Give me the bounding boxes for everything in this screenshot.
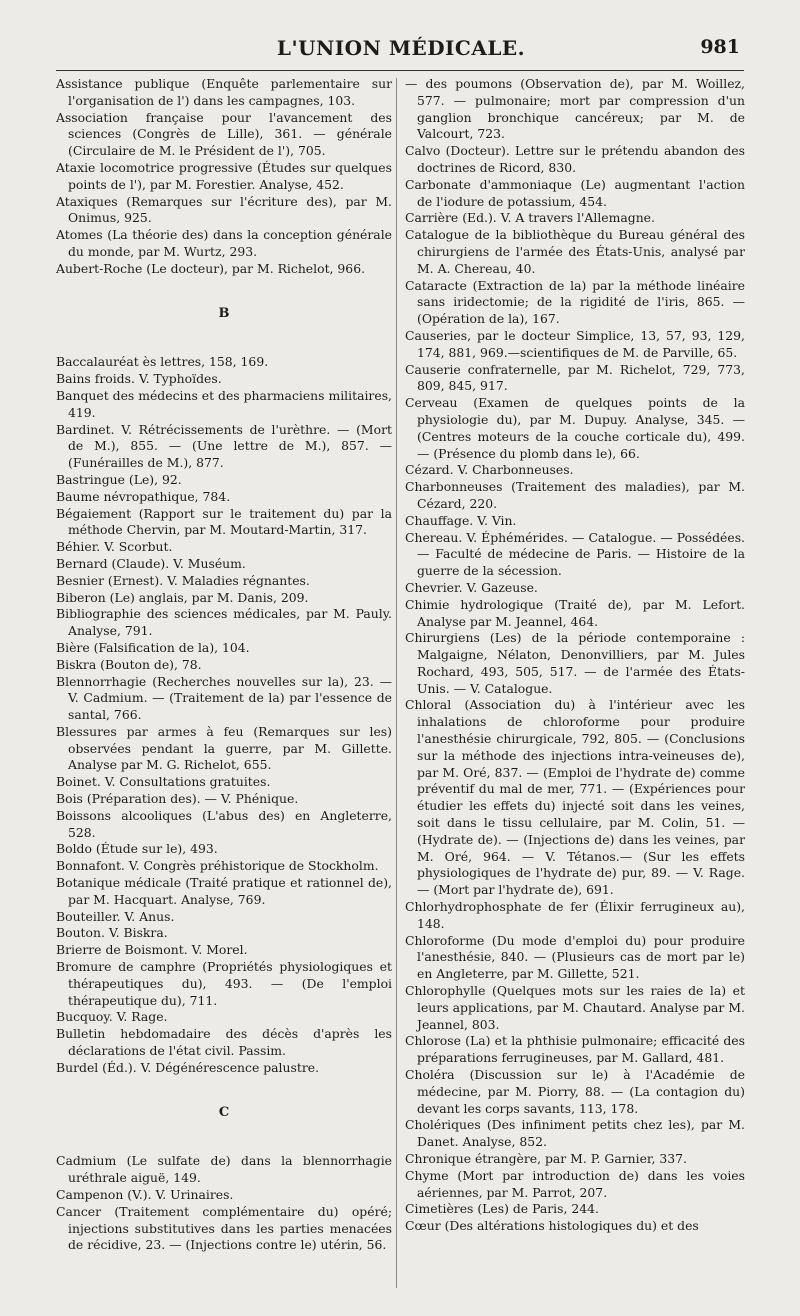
index-entry: Bois (Préparation des). — V. Phénique. [56, 791, 299, 807]
index-entry: Bains froids. V. Typhoïdes. [56, 371, 222, 387]
index-entry: Chimie hydrologique (Traité de), par M. Lefort. Analyse par M. Jeannel, 464. [405, 596, 745, 629]
index-entry: — des poumons (Observation de), par M. Woillez, 577. — pulmonaire; mort par compression d'un ganglion bronchique cancéreux; par M. de Valcourt, 723. [405, 76, 745, 142]
index-entry: Bouton. V. Biskra. [56, 925, 168, 941]
index-entry: Assistance publique (Enquête parlementaire sur l'organisation de l') dans les campagnes, 103. [56, 76, 392, 108]
index-entry: Baccalauréat ès lettres, 158, 169. [56, 354, 269, 370]
index-entry: Chirurgiens (Les) de la période contemporaine : Malgaigne, Nélaton, Denonvilliers, par M. Jules Rochard, 493, 505, 517. — de l'armée des États-Unis. — V. Catalogue. [405, 630, 745, 696]
header-rule [56, 70, 744, 71]
index-entry: Ataxie locomotrice progressive (Études sur quelques points de l'), par M. Forestier. Analyse, 452. [56, 159, 392, 192]
index-entry: Chlorophylle (Quelques mots sur les raies de la) et leurs applications, par M. Chautard. Analyse par M. Jeannel, 803. [405, 983, 745, 1032]
index-entry: Bégaiement (Rapport sur le traitement du) par la méthode Chervin, par M. Moutard-Martin, 317. [56, 505, 392, 538]
section-letter-c: C [218, 1104, 230, 1120]
entries-right [405, 76, 745, 1235]
index-entry: Chronique étrangère, par M. P. Garnier, 337. [405, 1151, 687, 1166]
index-entry: Cadmium (Le sulfate de) dans la blennorrhagie uréthrale aiguë, 149. [56, 1153, 392, 1186]
index-entry: Carbonate d'ammoniaque (Le) augmentant l'action de l'iodure de potassium, 454. [405, 176, 745, 209]
index-entry: Atomes (La théorie des) dans la conception générale du monde, par M. Wurtz, 293. [56, 227, 392, 259]
index-entry: Causerie confraternelle, par M. Richelot, 729, 773, 809, 845, 917. [405, 361, 745, 394]
index-entry: Chloroforme (Du mode d'emploi du) pour produire l'anesthésie, 840. — (Plusieurs cas de mort par le) en Angleterre, par M. Gillette, 521. [405, 932, 745, 982]
index-entry: Chauffage. V. Vin. [405, 512, 517, 528]
index-entry: Blennorrhagie (Recherches nouvelles sur la), 23. — V. Cadmium. — (Traitement de la) par l'essence de santal, 766. [56, 673, 392, 723]
entries-b [56, 354, 392, 1076]
entries-c [56, 1153, 392, 1254]
index-entry: Chlorose (La) et la phthisie pulmonaire; efficacité des préparations ferrugineuses, par M. Gallard, 481. [405, 1033, 745, 1066]
index-entry: Chereau. V. Éphémérides. — Catalogue. — Possédées. — Faculté de médecine de Paris. — Histoire de la guerre de la sécession. [405, 529, 745, 579]
index-entry: Bucquoy. V. Rage. [56, 1009, 168, 1025]
right-column [405, 76, 745, 1235]
index-entry: Chevrier. V. Gazeuse. [405, 579, 538, 595]
index-entry: Biberon (Le) anglais, par M. Danis, 209. [56, 589, 309, 605]
running-header [56, 30, 746, 64]
index-entry: Bastringue (Le), 92. [56, 471, 182, 487]
index-entry: Catalogue de la bibliothèque du Bureau général des chirurgiens de l'armée des États-Unis, analysé par M. A. Chereau, 40. [405, 227, 745, 276]
index-entry: Chlorhydrophosphate de fer (Élixir ferrugineux au), 148. [405, 899, 745, 931]
index-entry: Ataxiques (Remarques sur l'écriture des), par M. Onimus, 925. [56, 193, 392, 226]
index-entry: Bardinet. V. Rétrécissements de l'urèthre. — (Mort de M.), 855. — (Une lettre de M.), 857. — (Funérailles de M.), 877. [56, 421, 392, 471]
index-entry: Bernard (Claude). V. Muséum. [56, 555, 246, 571]
index-entry: Aubert-Roche (Le docteur), par M. Richelot, 966. [56, 260, 366, 276]
index-entry: Bière (Falsification de la), 104. [56, 639, 250, 655]
index-entry: Cézard. V. Charbonneuses. [405, 462, 574, 478]
index-entry: Bibliographie des sciences médicales, par M. Pauly. Analyse, 791. [56, 606, 392, 639]
index-entry: Carrière (Ed.). V. A travers l'Allemagne. [405, 210, 655, 226]
index-entry: Charbonneuses (Traitement des maladies), par M. Cézard, 220. [405, 479, 745, 511]
index-entry: Burdel (Éd.). V. Dégénérescence palustre. [56, 1059, 320, 1075]
index-entry: Baume névropathique, 784. [56, 488, 231, 504]
index-entry: Cataracte (Extraction de la) par la méthode linéaire sans iridectomie; de la rigidité de l'iris, 865. — (Opération de la), 167. [405, 277, 745, 327]
index-entry: Brierre de Boismont. V. Morel. [56, 942, 248, 958]
index-entry: Cœur (Des altérations histologiques du) et des [405, 1218, 699, 1234]
index-entry: Bulletin hebdomadaire des décès d'après les déclarations de l'état civil. Passim. [56, 1026, 392, 1059]
index-entry: Botanique médicale (Traité pratique et rationnel de), par M. Hacquart. Analyse, 769. [56, 875, 392, 907]
index-entry: Banquet des médecins et des pharmaciens militaires, 419. [56, 387, 392, 420]
index-entry: Boldo (Étude sur le), 493. [56, 841, 218, 857]
index-entry: Chyme (Mort par introduction de) dans les voies aériennes, par M. Parrot, 207. [405, 1167, 745, 1200]
journal-title: L'UNION MÉDICALE. [276, 36, 526, 60]
index-entry: Choléra (Discussion sur le) à l'Académie de médecine, par M. Piorry, 88. — (La contagion du) devant les corps savants, 113, 178. [405, 1067, 745, 1116]
index-entry: Blessures par armes à feu (Remarques sur les) observées pendant la guerre, par M. Gillette. Analyse par M. G. Richelot, 655. [56, 723, 392, 773]
index-entry: Bromure de camphre (Propriétés physiologiques et thérapeutiques du), 493. — (De l'emploi thérapeutique du), 711. [56, 959, 392, 1008]
index-entry: Cerveau (Examen de quelques points de la physiologie du), par M. Dupuy. Analyse, 345. — (Centres moteurs de la couche corticale du), 499. — (Présence du plomb dans le), 66. [405, 395, 745, 461]
index-entry: Biskra (Bouton de), 78. [56, 656, 202, 672]
entries-a [56, 76, 392, 278]
index-entry: Association française pour l'avancement des sciences (Congrès de Lille), 361. — générale (Circulaire de M. le Président de l'), 705. [56, 109, 392, 159]
index-entry: Cholériques (Des infiniment petits chez les), par M. Danet. Analyse, 852. [405, 1117, 745, 1150]
index-entry: Bonnafont. V. Congrès préhistorique de Stockholm. [56, 858, 379, 874]
index-entry: Cimetières (Les) de Paris, 244. [405, 1201, 599, 1217]
index-entry: Besnier (Ernest). V. Maladies régnantes. [56, 572, 310, 588]
index-entry: Cancer (Traitement complémentaire du) opéré; injections substitutives dans les parties menacées de récidive, 23. — (Injections contre le) utérin, 56. [56, 1203, 392, 1253]
page-number: 981 [700, 36, 740, 58]
index-entry: Causeries, par le docteur Simplice, 13, 57, 93, 129, 174, 881, 969.—scientifiques de M. de Parville, 65. [405, 327, 745, 360]
index-entry: Campenon (V.). V. Urinaires. [56, 1187, 234, 1203]
index-entry: Bouteiller. V. Anus. [56, 908, 175, 924]
left-column [56, 76, 392, 1254]
column-divider [396, 78, 397, 1288]
index-entry: Calvo (Docteur). Lettre sur le prétendu abandon des doctrines de Ricord, 830. [405, 143, 745, 175]
index-entry: Béhier. V. Scorbut. [56, 539, 173, 555]
index-entry: Chloral (Association du) à l'intérieur avec les inhalations de chloroforme pour produire l'anesthésie chirurgicale, 792, 805. — (Conclusions sur la méthode des injections intra-veineuses de), par M. Oré, 837. — (Emploi de l'hydrate de) comme préventif du mal de mer, 771. — (Expériences pour étudier les effets du) injecté soit dans les veines, soit dans le tissu cellulaire, par M. Colin, 51. — (Hydrate de). — (Injections de) dans les veines, par M. Oré, 964. — V. Tétanos.— (Sur les effets physiologiques de l'hydrate de) pur, 89. — V. Rage. — (Mort par l'hydrate de), 691. [405, 697, 745, 898]
section-letter-b: B [218, 305, 230, 321]
index-entry: Boinet. V. Consultations gratuites. [56, 774, 271, 790]
index-entry: Boissons alcooliques (L'abus des) en Angleterre, 528. [56, 807, 392, 840]
